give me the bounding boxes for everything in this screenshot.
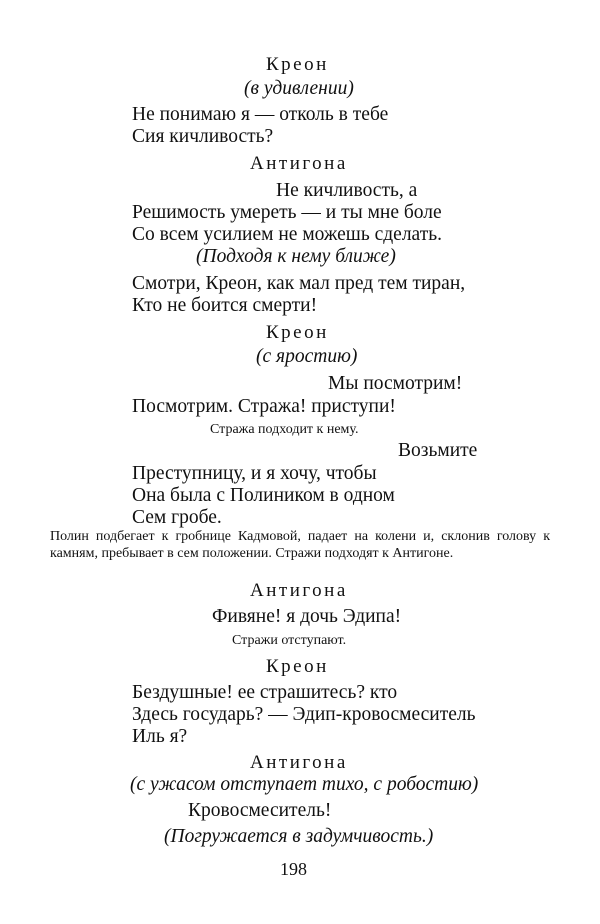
verse-line: Кровосмеситель! (188, 800, 332, 821)
stage-direction: (Подходя к нему ближе) (196, 246, 396, 267)
verse-line: Посмотрим. Стража! приступи! (132, 396, 396, 417)
stage-direction: (в удивлении) (244, 78, 354, 99)
verse-line: Бездушные! ее страшитесь? кто (132, 682, 398, 703)
verse-line: Мы посмотрим! (328, 373, 463, 394)
verse-line: Сем гробе. (132, 507, 222, 528)
speaker-name: Креон (266, 656, 329, 677)
stage-direction: Стражи отступают. (232, 633, 347, 648)
stage-direction: (Погружается в задумчивость.) (164, 826, 434, 847)
verse-line: Здесь государь? — Эдип-кровосмеситель (132, 704, 476, 725)
speaker-name: Антигона (250, 153, 348, 174)
verse-line: Решимость умереть — и ты мне боле (132, 202, 442, 223)
verse-line: Иль я? (132, 726, 188, 747)
verse-line: Не понимаю я — отколь в тебе (132, 104, 389, 125)
verse-line: Со всем усилием не можешь сделать. (132, 224, 442, 245)
verse-line: Фивяне! я дочь Эдипа! (212, 606, 402, 627)
page-number: 198 (280, 859, 307, 879)
speaker-name: Креон (266, 322, 329, 343)
verse-line: Она была с Полиником в одном (132, 485, 395, 506)
stage-direction: (с яростию) (256, 346, 358, 367)
verse-line: Не кичливость, а (276, 180, 418, 201)
stage-direction-paragraph: Полин подбегает к гробнице Кадмовой, падает на колени и, склонив голову к камням, пребывает в сем положении. Стражи подходят к Антигоне. (50, 529, 550, 561)
stage-direction: (с ужасом отступает тихо, с робостию) (130, 774, 479, 795)
verse-line: Сия кичливость? (132, 126, 274, 147)
speaker-name: Антигона (250, 580, 348, 601)
speaker-name: Креон (266, 54, 329, 75)
verse-line: Смотри, Креон, как мал пред тем тиран, (132, 273, 466, 294)
verse-line: Возьмите (398, 440, 478, 461)
speaker-name: Антигона (250, 752, 348, 773)
stage-direction: Стража подходит к нему. (210, 422, 359, 437)
verse-line: Преступницу, и я хочу, чтобы (132, 463, 377, 484)
verse-line: Кто не боится смерти! (132, 295, 318, 316)
